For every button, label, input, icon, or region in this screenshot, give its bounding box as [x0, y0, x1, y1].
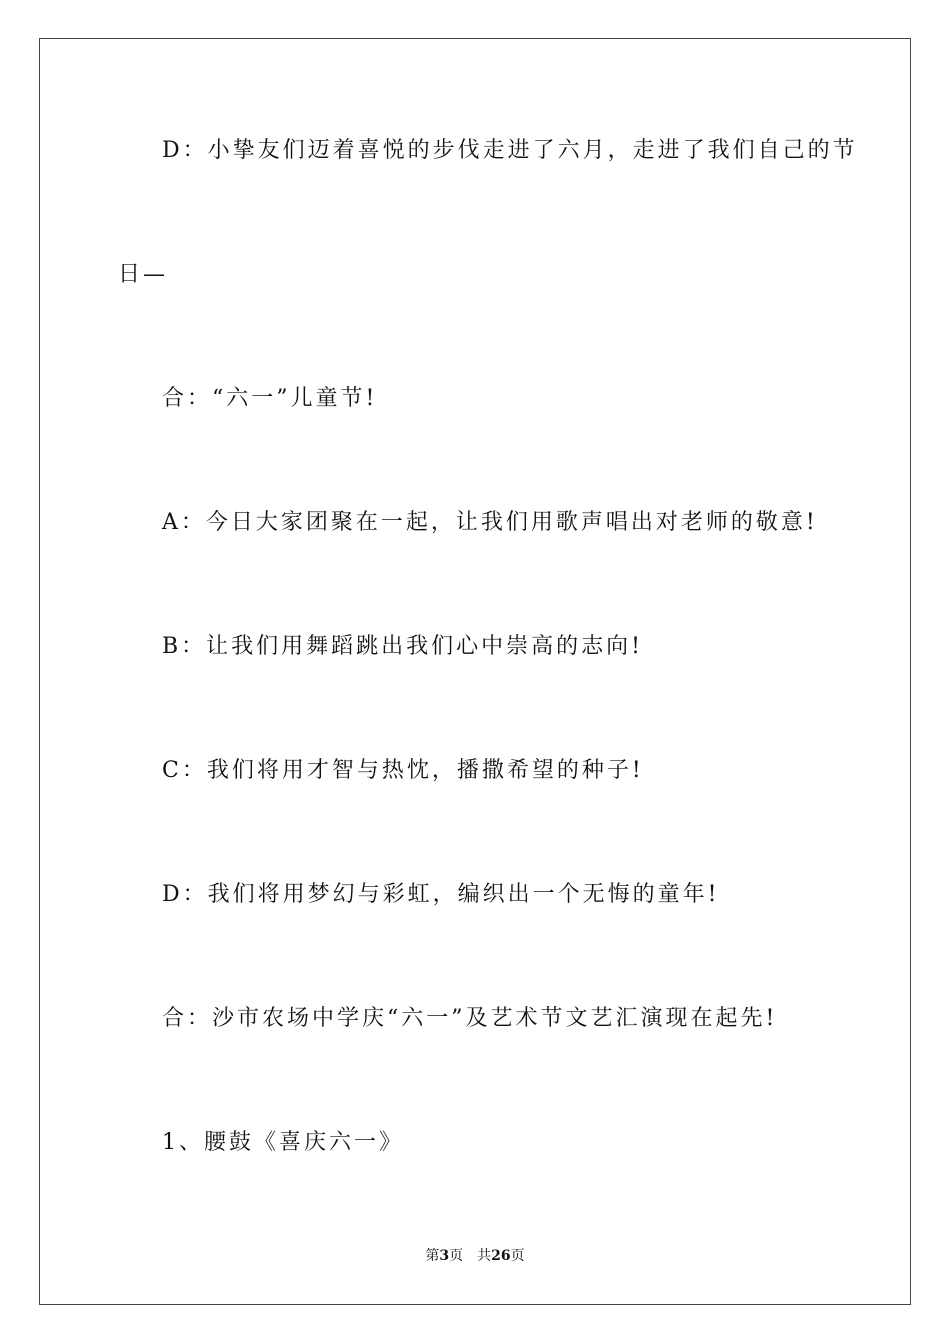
total-suffix: 页 — [510, 1248, 525, 1264]
page-suffix: 页 — [449, 1248, 464, 1264]
paragraph-line: 合：沙市农场中学庆“六一”及艺术节文艺汇演现在起先! — [162, 1006, 778, 1031]
total-pages: 26 — [491, 1248, 511, 1264]
page-footer — [0, 1247, 950, 1265]
paragraph-line: 日— — [118, 262, 169, 287]
paragraph-line: B：让我们用舞蹈跳出我们心中崇高的志向! — [162, 634, 644, 659]
paragraph-line: 合：“六一”儿童节! — [162, 386, 378, 411]
paragraph-line: C：我们将用才智与热忱，播撒希望的种子! — [162, 758, 644, 783]
paragraph-line: D：小挚友们迈着喜悦的步伐走进了六月，走进了我们自己的节 — [162, 138, 858, 163]
page-prefix: 第 — [425, 1248, 440, 1264]
paragraph-line: A：今日大家团聚在一起，让我们用歌声唱出对老师的敬意! — [162, 510, 818, 535]
page-number: 3 — [439, 1248, 450, 1264]
page-border — [39, 38, 911, 1305]
paragraph-line: D：我们将用梦幻与彩虹，编织出一个无悔的童年! — [162, 882, 720, 907]
paragraph-line: 1、腰鼓《喜庆六一》 — [162, 1130, 404, 1155]
total-prefix: 共 — [477, 1248, 492, 1264]
